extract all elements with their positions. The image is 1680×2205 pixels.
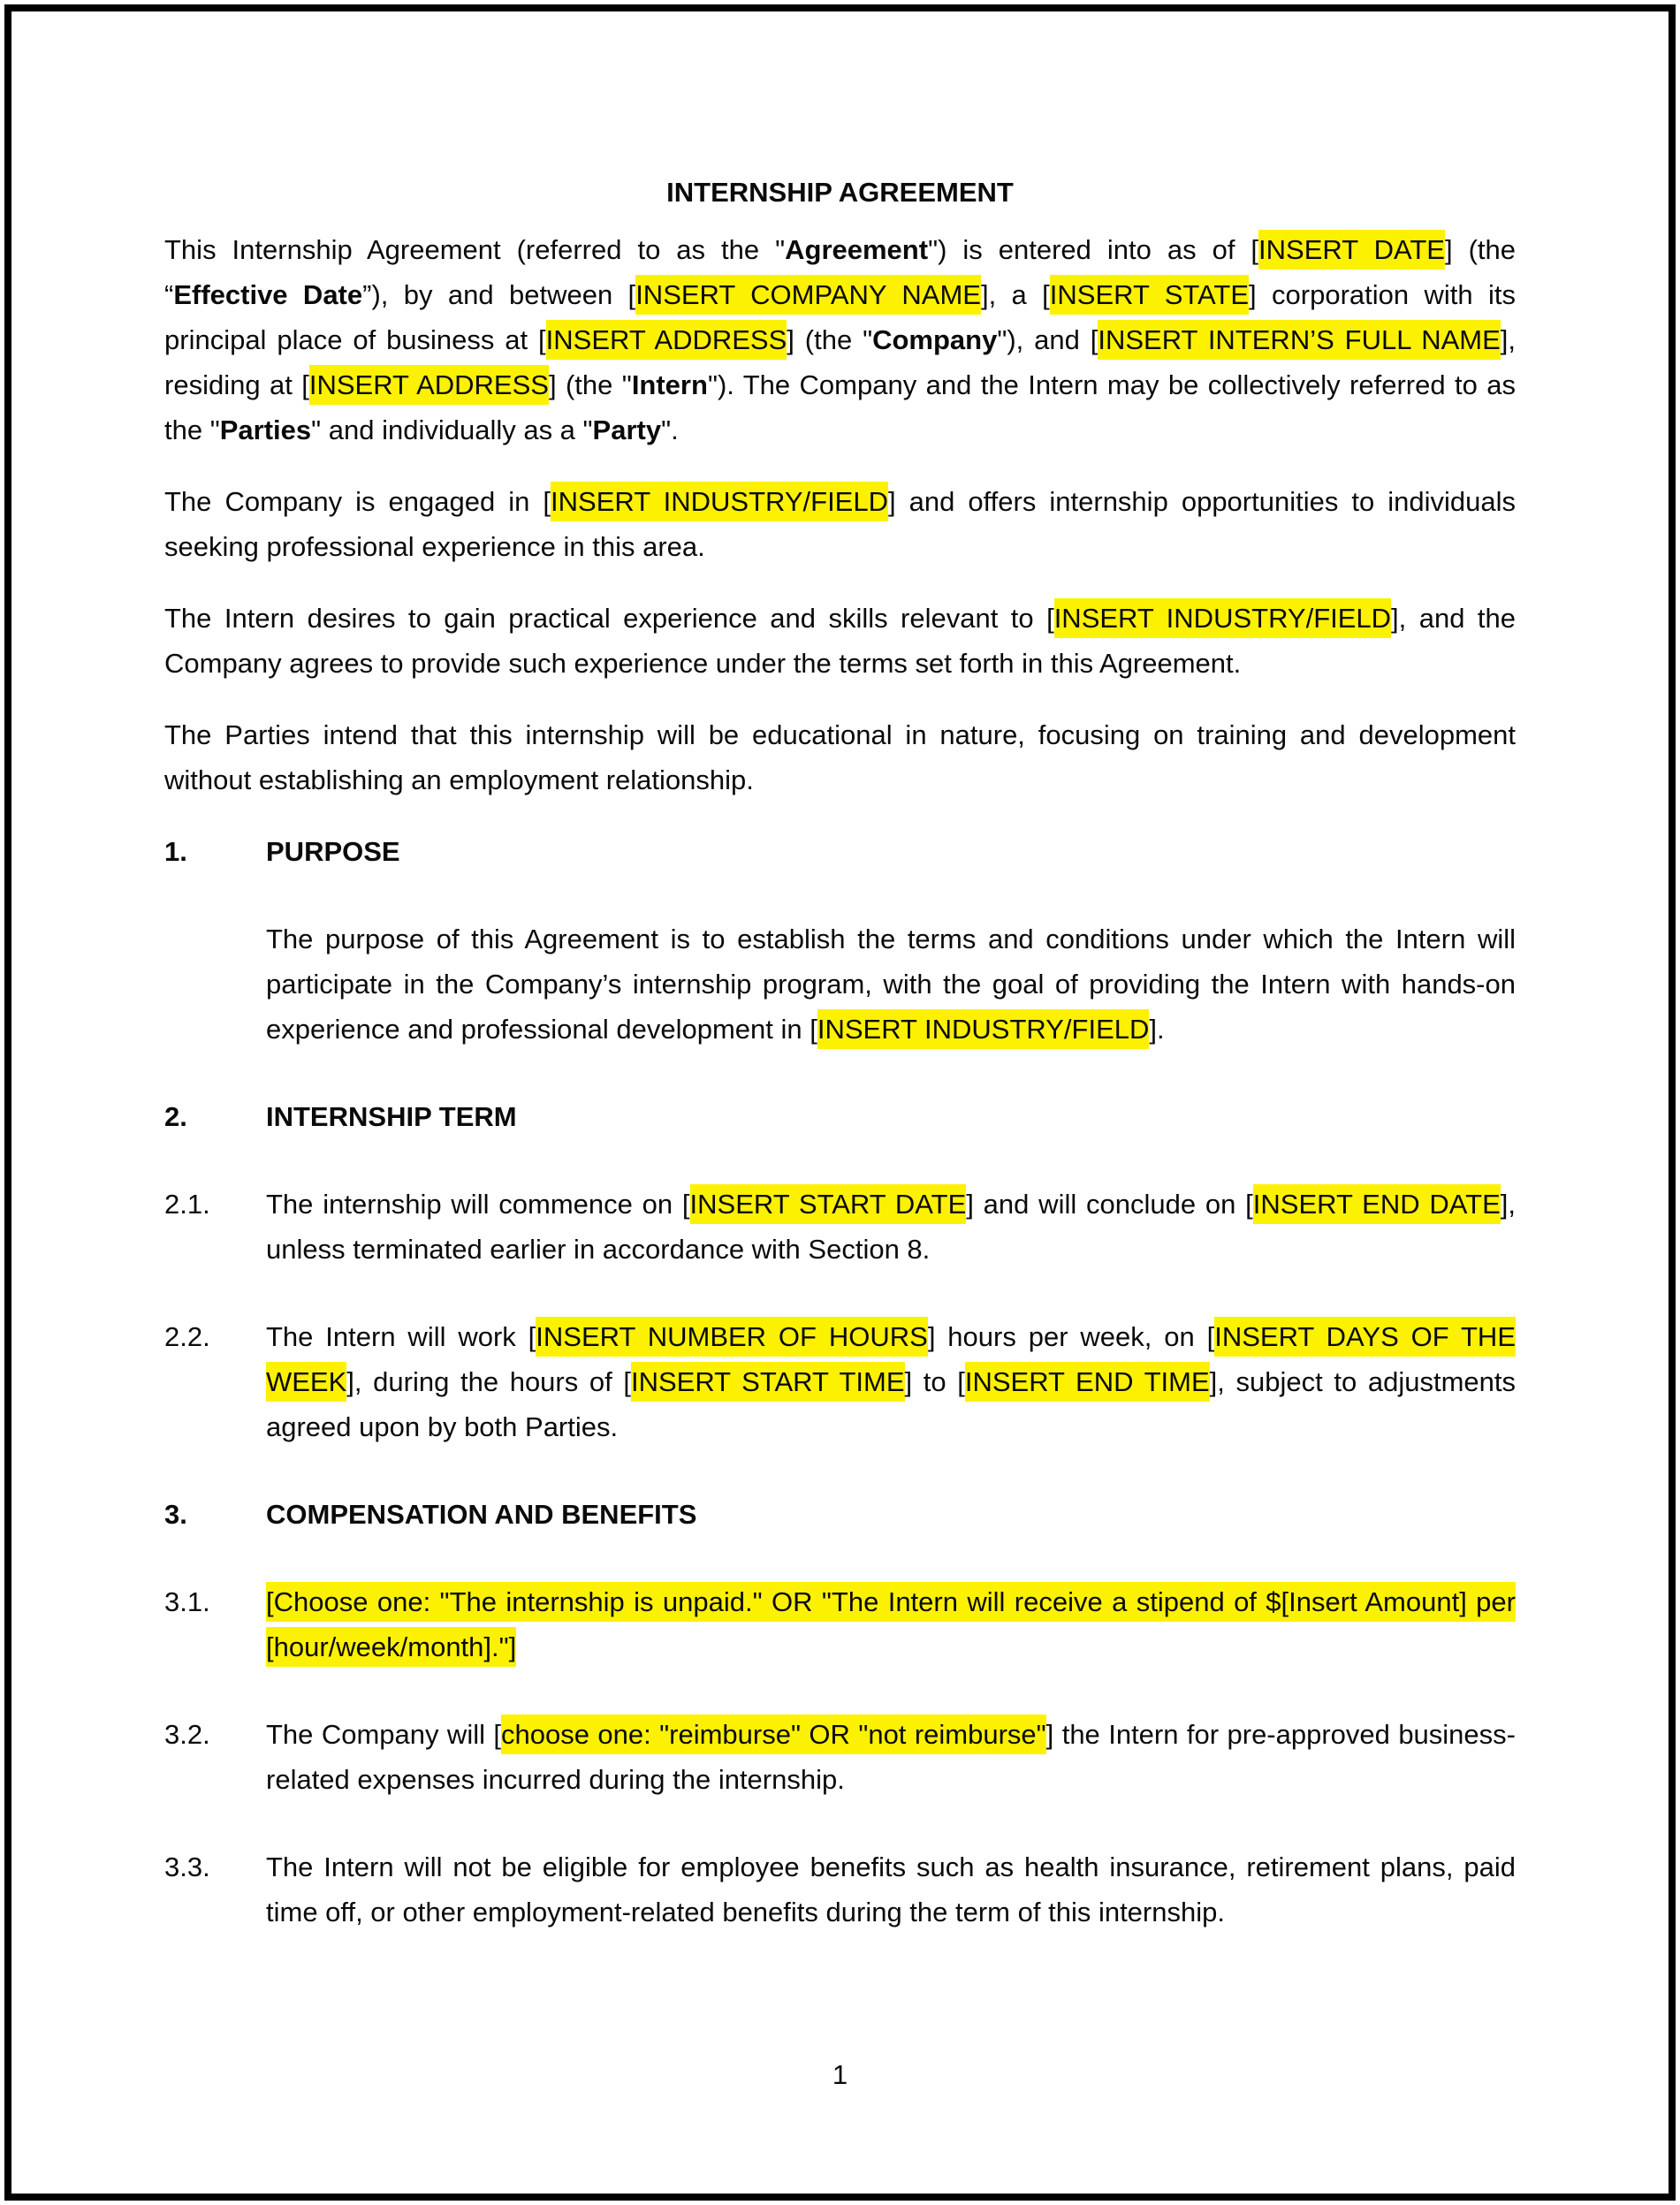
text-run: ], during the hours of [ <box>346 1366 631 1397</box>
highlighted-placeholder: INSERT END TIME <box>965 1362 1210 1402</box>
highlighted-placeholder: INSERT START TIME <box>631 1362 905 1402</box>
text-run: ], and the Company agrees to provide such experience under the terms set forth in this Agreement. <box>164 603 1516 679</box>
text-run: ], residing at [ <box>164 324 1516 400</box>
highlighted-placeholder: [Choose one: "The internship is unpaid." OR "The Intern will receive a stipend of $[Insert Amount] per [hour/week/month]."] <box>266 1582 1516 1667</box>
highlighted-placeholder: INSERT INDUSTRY/FIELD <box>817 1009 1150 1049</box>
text-run: Effective Date <box>173 279 363 310</box>
document-body <box>164 170 1516 1977</box>
text-run: ] (the “ <box>164 234 1516 310</box>
text-run: Intern <box>631 369 708 400</box>
text-run: COMPENSATION AND BENEFITS <box>266 1499 697 1530</box>
text-run: ". <box>661 414 679 445</box>
paragraph <box>164 227 1516 452</box>
highlighted-placeholder: INSERT INDUSTRY/FIELD <box>1054 598 1391 638</box>
text-run: ”), by and between [ <box>362 279 636 310</box>
text-run: The Intern desires to gain practical experience and skills relevant to [ <box>164 603 1054 634</box>
page-number: 1 <box>832 2059 848 2090</box>
text-run: This Internship Agreement (referred to as the " <box>164 234 786 265</box>
text-run: ] and will conclude on [ <box>966 1189 1253 1220</box>
text-run: PURPOSE <box>266 836 400 867</box>
text-run: Party <box>592 414 662 445</box>
highlighted-placeholder: INSERT DAYS OF THE WEEK <box>266 1317 1516 1402</box>
text-run: The Company will [ <box>266 1719 502 1750</box>
document-title <box>164 170 1516 215</box>
section-number: 2.2. <box>164 1321 210 1352</box>
text-run: The purpose of this Agreement is to establish the terms and conditions under which the Intern will participate in the Company’s internship program, with the goal of providing the Intern with hands-on experience and professional development in [ <box>266 924 1516 1045</box>
highlighted-placeholder: INSERT DATE <box>1258 230 1445 270</box>
text-run: The internship will commence on [ <box>266 1189 690 1220</box>
text-run: INTERNSHIP TERM <box>266 1101 517 1132</box>
highlighted-placeholder: INSERT START DATE <box>690 1184 967 1224</box>
text-run: The Intern will work [ <box>266 1321 536 1352</box>
text-run: ] (the " <box>787 324 873 355</box>
indented-paragraph <box>164 916 1516 1052</box>
section-heading <box>164 829 1516 874</box>
text-run: Parties <box>219 414 312 445</box>
text-run: ] (the " <box>548 369 632 400</box>
text-run: The Intern will not be eligible for employee benefits such as health insurance, retirement plans, paid time off, or other employment-related benefits during the term of this internship. <box>266 1851 1516 1927</box>
text-run: INTERNSHIP AGREEMENT <box>666 177 1014 208</box>
text-run: ] hours per week, on [ <box>927 1321 1215 1352</box>
highlighted-placeholder: INSERT INTERN’S FULL NAME <box>1098 320 1500 360</box>
section-number: 2.1. <box>164 1189 210 1220</box>
highlighted-placeholder: INSERT ADDRESS <box>546 320 787 360</box>
text-run: Company <box>872 324 998 355</box>
highlighted-placeholder: INSERT ADDRESS <box>309 365 549 405</box>
highlighted-placeholder: INSERT END DATE <box>1253 1184 1501 1224</box>
text-run: "). The Company and the Intern may be collectively referred to as the " <box>164 369 1516 445</box>
text-run: " and individually as a " <box>311 414 593 445</box>
section-number: 3.1. <box>164 1586 210 1617</box>
text-run: ], a [ <box>980 279 1050 310</box>
text-run: The Company is engaged in [ <box>164 486 551 517</box>
section-number: 3. <box>164 1499 187 1530</box>
highlighted-placeholder: INSERT STATE <box>1050 275 1249 315</box>
paragraph <box>164 712 1516 802</box>
text-run: ]. <box>1149 1014 1165 1045</box>
text-run: ") is entered into as of [ <box>928 234 1259 265</box>
section-number: 1. <box>164 836 187 867</box>
highlighted-placeholder: INSERT INDUSTRY/FIELD <box>551 482 888 521</box>
numbered-paragraph <box>164 1844 1516 1935</box>
highlighted-placeholder: INSERT NUMBER OF HOURS <box>536 1317 928 1357</box>
section-number: 3.3. <box>164 1851 210 1882</box>
text-run: ], subject to adjustments agreed upon by both Parties. <box>266 1366 1516 1442</box>
text-run: ] and offers internship opportunities to individuals seeking professional experience in this area. <box>164 486 1517 562</box>
highlighted-placeholder: choose one: "reimburse" OR "not reimburse" <box>501 1715 1046 1754</box>
paragraph <box>164 479 1516 569</box>
section-heading <box>164 1492 1516 1537</box>
text-run: The Parties intend that this internship will be educational in nature, focusing on training and development without establishing an employment relationship. <box>164 719 1516 795</box>
section-number: 3.2. <box>164 1719 210 1750</box>
numbered-paragraph <box>164 1712 1516 1802</box>
paragraph <box>164 596 1516 686</box>
numbered-paragraph <box>164 1314 1516 1449</box>
section-heading <box>164 1094 1516 1139</box>
numbered-paragraph <box>164 1182 1516 1272</box>
text-run: ] to [ <box>904 1366 965 1397</box>
section-number: 2. <box>164 1101 187 1132</box>
highlighted-placeholder: INSERT COMPANY NAME <box>635 275 981 315</box>
text-run: ] corporation with its principal place of business at [ <box>164 279 1517 355</box>
text-run: ] the Intern for pre-approved business-related expenses incurred during the internship. <box>266 1719 1516 1795</box>
text-run: ], unless terminated earlier in accordance with Section 8. <box>266 1189 1516 1265</box>
text-run: Agreement <box>785 234 929 265</box>
numbered-paragraph <box>164 1579 1516 1669</box>
text-run: "), and [ <box>997 324 1098 355</box>
